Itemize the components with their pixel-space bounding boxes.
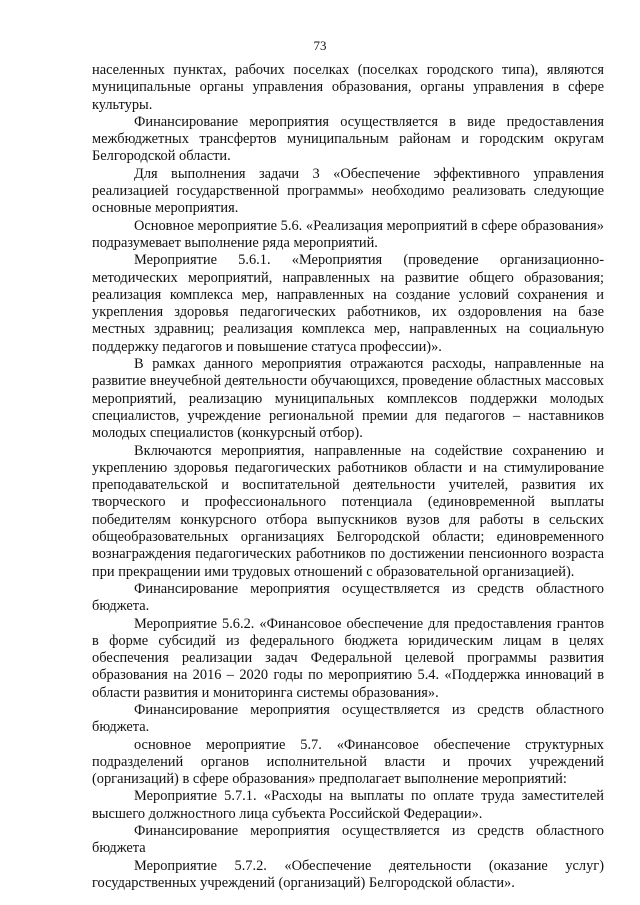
paragraph: Мероприятие 5.7.1. «Расходы на выплаты по оплате труда заместителей высшего должностного лица субъекта Российской Федерации». — [92, 788, 604, 822]
paragraph: Финансирование мероприятия осуществляется в виде предоставления межбюджетных трансфертов муниципальным районам и городским округам Белгородской области. — [92, 113, 604, 165]
paragraph: Основное мероприятие 5.6. «Реализация мероприятий в сфере образования» подразумевает выполнение ряда мероприятий. — [92, 217, 604, 251]
page-number: 73 — [313, 38, 327, 53]
paragraph: населенных пунктах, рабочих поселках (поселках городского типа), являются муниципальные органы управления образования, органы управления в сфере культуры. — [92, 62, 604, 113]
paragraph: Мероприятие 5.6.1. «Мероприятия (проведение организационно-методических мероприятий, направленных на развитие общего образования; реализация комплекса мер, направленных на создание условий сохранения и укрепления здоровья педагогических работников, их оздоровления на базе местных здравниц; реализация комплекса мер, направленных на социальную поддержку педагогов и повышение статуса профессии)». — [92, 252, 604, 355]
body-text — [92, 62, 604, 892]
paragraph: основное мероприятие 5.7. «Финансовое обеспечение структурных подразделений органов исполнительной власти и прочих учреждений (организаций) в сфере образования» предполагает выполнение мероприятий: — [92, 736, 604, 788]
paragraph: Для выполнения задачи 3 «Обеспечение эффективного управления реализацией государственной программы» необходимо реализовать следующие основные мероприятия. — [92, 165, 604, 217]
paragraph: Мероприятие 5.7.2. «Обеспечение деятельности (оказание услуг) государственных учреждений (организаций) Белгородской области». — [92, 857, 604, 891]
paragraph: Финансирование мероприятия осуществляется из средств областного бюджета. — [92, 701, 604, 736]
paragraph: Мероприятие 5.6.2. «Финансовое обеспечение для предоставления грантов в форме субсидий из федерального бюджета юридическим лицам в целях обеспечения реализации задач Федеральной целевой программы развития образования на 2016 – 2020 годы по мероприятию 5.4. «Поддержка инноваций в области развития и мониторинга системы образования». — [92, 615, 604, 701]
paragraph: В рамках данного мероприятия отражаются расходы, направленные на развитие внеучебной деятельности обучающихся, проведение областных массовых мероприятий, реализацию муниципальных комплексов поддержки молодых специалистов, учреждение региональной премии для педагогов – наставников молодых специалистов (конкурсный отбор). — [92, 356, 604, 442]
paragraph: Финансирование мероприятия осуществляется из средств областного бюджета. — [92, 580, 604, 615]
paragraph: Включаются мероприятия, направленные на содействие сохранению и укреплению здоровья педагогических работников области и на стимулирование преподавательской и воспитательной деятельности учителей, развития их творческого и профессионального потенциала (единовременной выплаты победителям конкурсного отбора выпускников вузов для работы в сельских общеобразовательных организациях Белгородской области; единовременного вознаграждения педагогических работников по достижении пенсионного возраста при прекращении ими трудовых отношений с образовательной организацией). — [92, 442, 604, 580]
paragraph: Финансирование мероприятия осуществляется из средств областного бюджета — [92, 823, 604, 857]
